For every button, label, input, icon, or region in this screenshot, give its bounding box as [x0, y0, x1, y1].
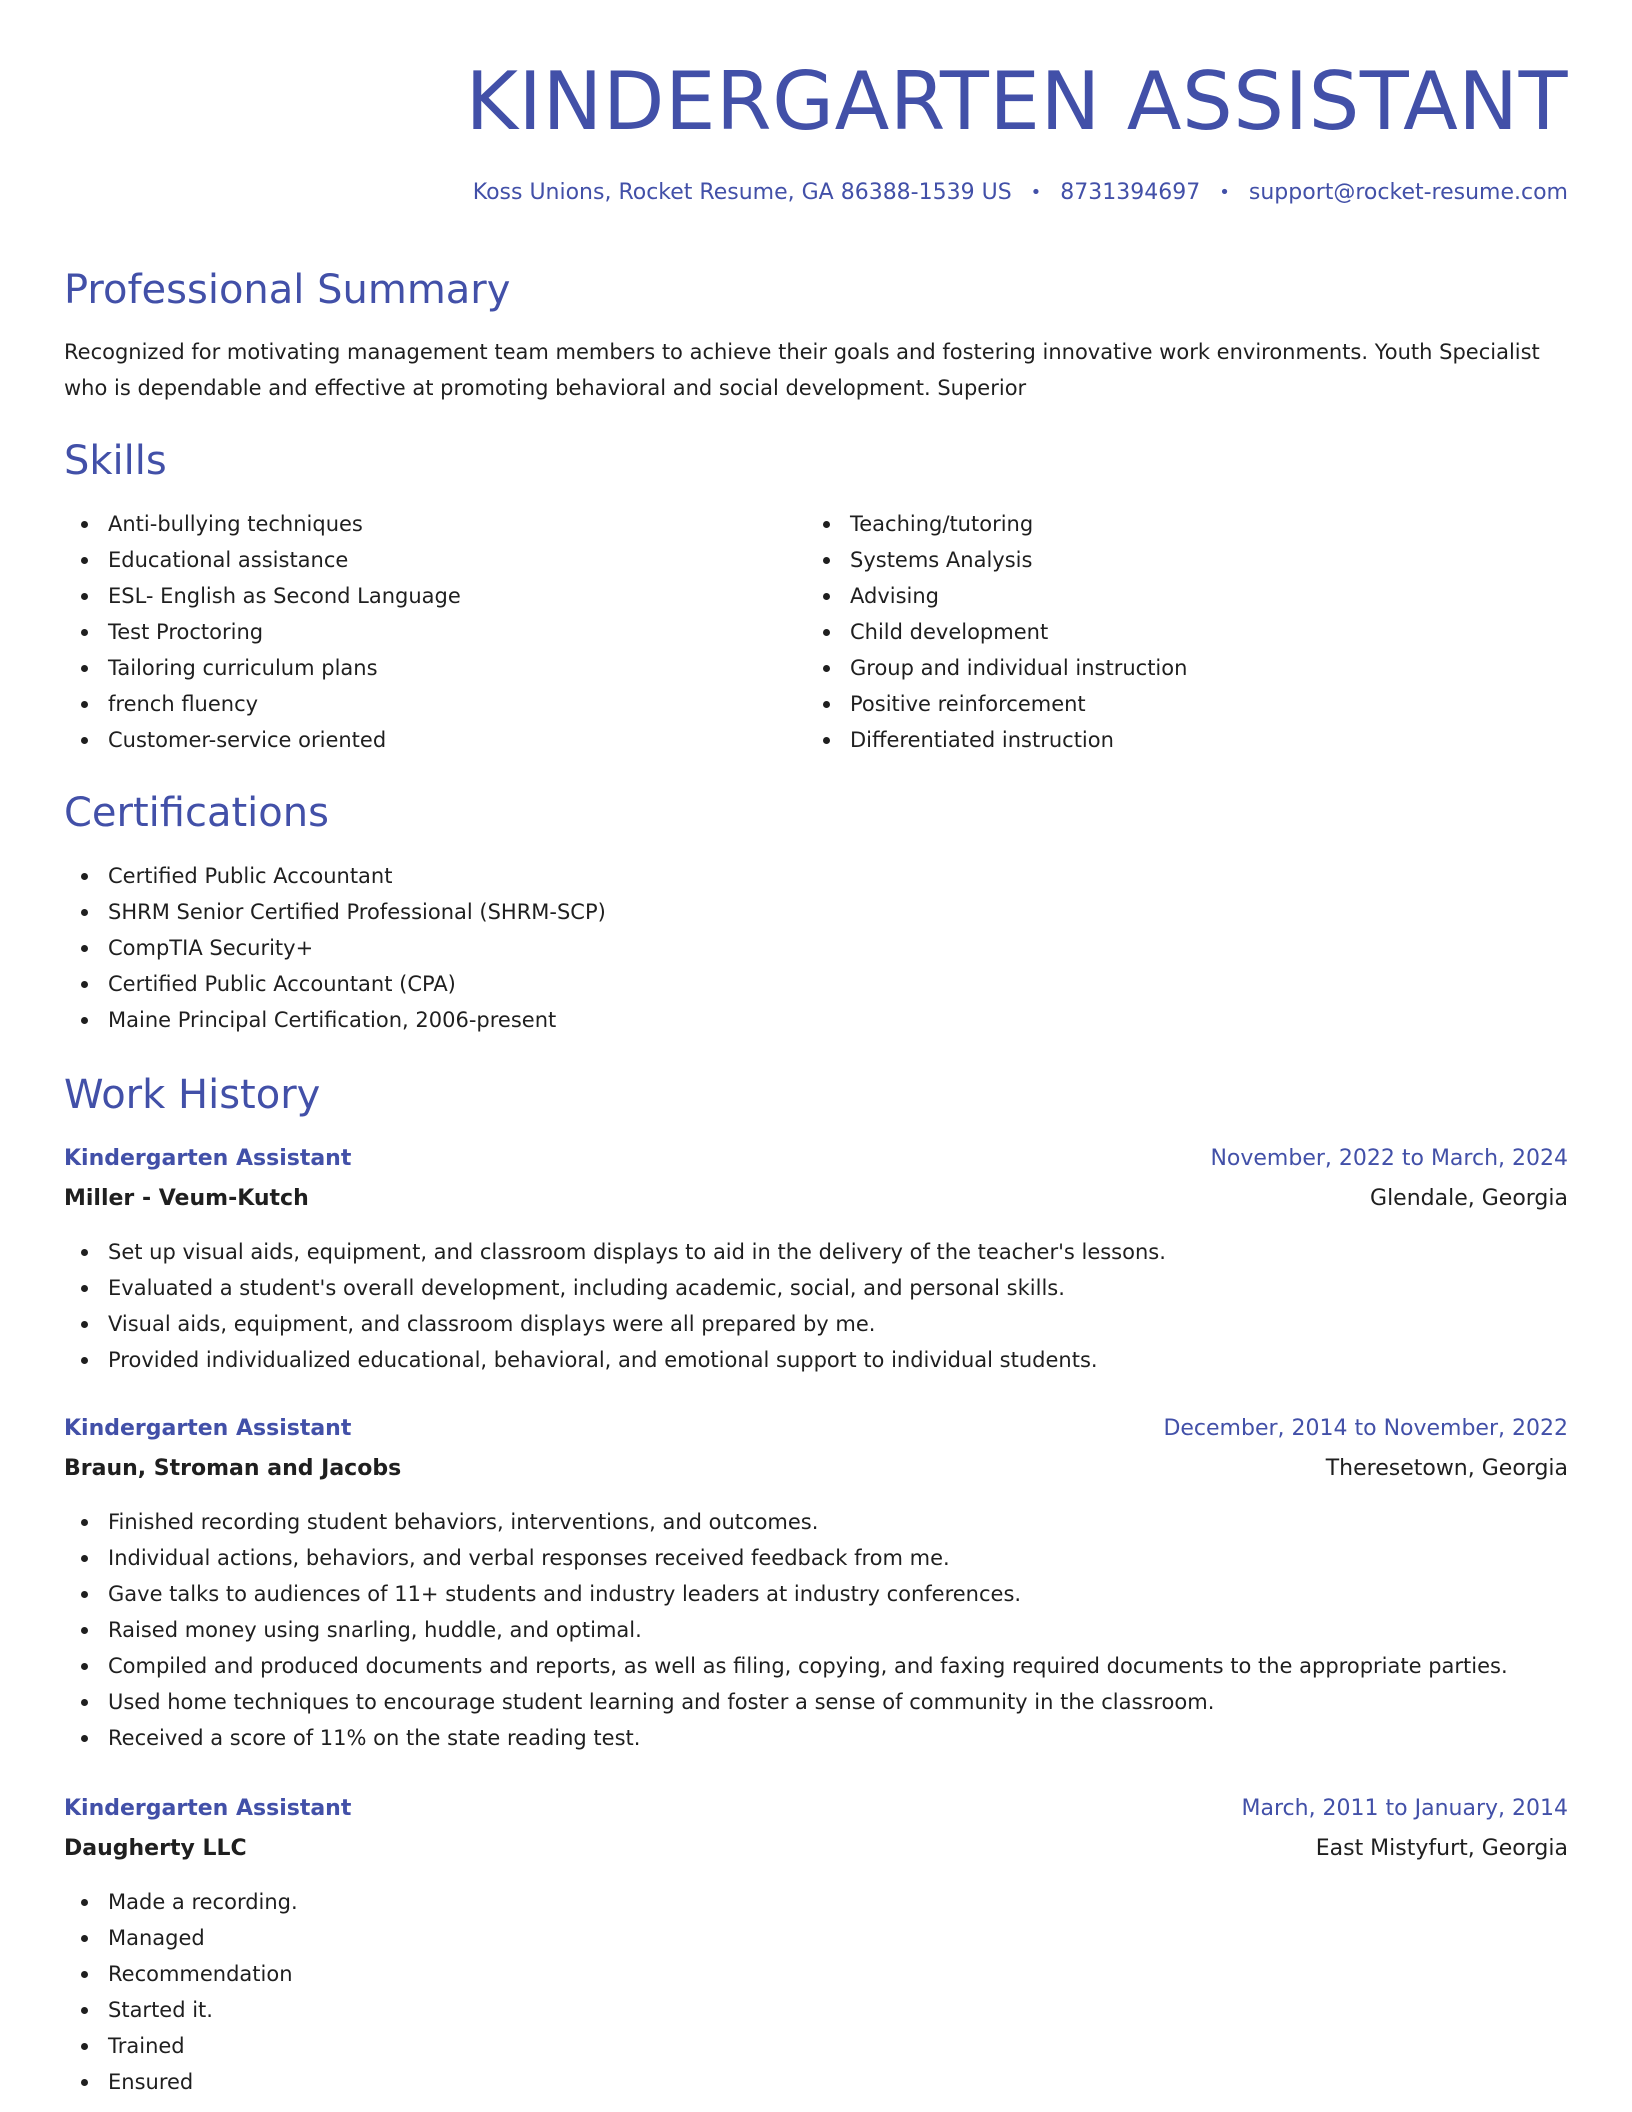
certification-item: Certified Public Accountant	[64, 858, 606, 894]
skill-item: french fluency	[64, 686, 461, 722]
job-header	[64, 1793, 1568, 1873]
skill-item: Test Proctoring	[64, 614, 461, 650]
contact-separator: •	[1030, 182, 1042, 203]
job-duty: Visual aids, equipment, and classroom displays were all prepared by me.	[64, 1306, 1166, 1342]
job-company: Daugherty LLC	[64, 1836, 247, 1861]
skill-item: Customer-service oriented	[64, 722, 461, 758]
job-location: Glendale, Georgia	[1370, 1186, 1568, 1211]
job-duty: Managed	[64, 1920, 298, 1956]
certification-item: Maine Principal Certification, 2006-present	[64, 1002, 606, 1038]
certifications-heading: Certifications	[64, 790, 329, 836]
job-title: Kindergarten Assistant	[64, 1416, 352, 1441]
certifications-list	[64, 858, 606, 1038]
job-dates: December, 2014 to November, 2022	[1163, 1416, 1568, 1441]
candidate-name: KINDERGARTEN ASSISTANT	[465, 55, 1568, 148]
job-duty: Set up visual aids, equipment, and classroom displays to aid in the delivery of the teacher's lessons.	[64, 1234, 1166, 1270]
job-duty: Started it.	[64, 1992, 298, 2028]
contact-line	[473, 180, 1568, 205]
job-title: Kindergarten Assistant	[64, 1146, 352, 1171]
skills-list-left	[64, 506, 461, 758]
skill-item: Educational assistance	[64, 542, 461, 578]
skill-item: Differentiated instruction	[806, 722, 1187, 758]
job-duty: Evaluated a student's overall development, including academic, social, and personal skills.	[64, 1270, 1166, 1306]
certification-item: Certified Public Accountant (CPA)	[64, 966, 606, 1002]
job-duty: Compiled and produced documents and reports, as well as filing, copying, and faxing required documents to the appropriate parties.	[64, 1648, 1508, 1684]
job-duty: Individual actions, behaviors, and verbal responses received feedback from me.	[64, 1540, 1508, 1576]
job-duties-list	[64, 1234, 1166, 1378]
job-header	[64, 1143, 1568, 1223]
job-dates: November, 2022 to March, 2024	[1210, 1146, 1568, 1171]
job-header	[64, 1413, 1568, 1493]
job-duties-list	[64, 1884, 298, 2100]
job-duty: Received a score of 11% on the state reading test.	[64, 1720, 1508, 1756]
skill-item: Teaching/tutoring	[806, 506, 1187, 542]
contact-separator: •	[1219, 182, 1230, 203]
certification-item: CompTIA Security+	[64, 930, 606, 966]
certification-item: SHRM Senior Certified Professional (SHRM-SCP)	[64, 894, 606, 930]
skill-item: Child development	[806, 614, 1187, 650]
job-duty: Ensured	[64, 2064, 298, 2100]
skill-item: ESL- English as Second Language	[64, 578, 461, 614]
summary-heading: Professional Summary	[64, 267, 511, 313]
contact-address: Koss Unions, Rocket Resume, GA 86388-1539 US	[472, 180, 1012, 205]
skill-item: Systems Analysis	[806, 542, 1187, 578]
contact-phone: 8731394697	[1060, 180, 1201, 205]
skills-heading: Skills	[64, 438, 167, 484]
summary-text: Recognized for motivating management team members to achieve their goals and fostering innovative work environments. Youth Specialist who is dependable and effective at promoting behavioral and social development. Superior	[64, 340, 1540, 400]
job-location: Theresetown, Georgia	[1325, 1456, 1568, 1481]
skill-item: Group and individual instruction	[806, 650, 1187, 686]
job-company: Braun, Stroman and Jacobs	[64, 1456, 402, 1481]
skill-item: Anti-bullying techniques	[64, 506, 461, 542]
skill-item: Positive reinforcement	[806, 686, 1187, 722]
work-history-heading: Work History	[64, 1072, 321, 1118]
job-location: East Mistyfurt, Georgia	[1315, 1836, 1568, 1861]
job-duty: Gave talks to audiences of 11+ students and industry leaders at industry conferences.	[64, 1576, 1508, 1612]
job-duty: Trained	[64, 2028, 298, 2064]
job-duty: Recommendation	[64, 1956, 298, 1992]
job-duties-list	[64, 1504, 1508, 1756]
job-duty: Raised money using snarling, huddle, and optimal.	[64, 1612, 1508, 1648]
skill-item: Tailoring curriculum plans	[64, 650, 461, 686]
contact-email: support@rocket-resume.com	[1248, 180, 1568, 205]
job-duty: Finished recording student behaviors, interventions, and outcomes.	[64, 1504, 1508, 1540]
job-dates: March, 2011 to January, 2014	[1241, 1796, 1568, 1821]
job-title: Kindergarten Assistant	[64, 1796, 352, 1821]
skills-list-right	[806, 506, 1187, 758]
job-duty: Made a recording.	[64, 1884, 298, 1920]
job-duty: Used home techniques to encourage student learning and foster a sense of community in the classroom.	[64, 1684, 1508, 1720]
job-duty: Provided individualized educational, behavioral, and emotional support to individual students.	[64, 1342, 1166, 1378]
skill-item: Advising	[806, 578, 1187, 614]
job-company: Miller - Veum-Kutch	[64, 1186, 309, 1211]
